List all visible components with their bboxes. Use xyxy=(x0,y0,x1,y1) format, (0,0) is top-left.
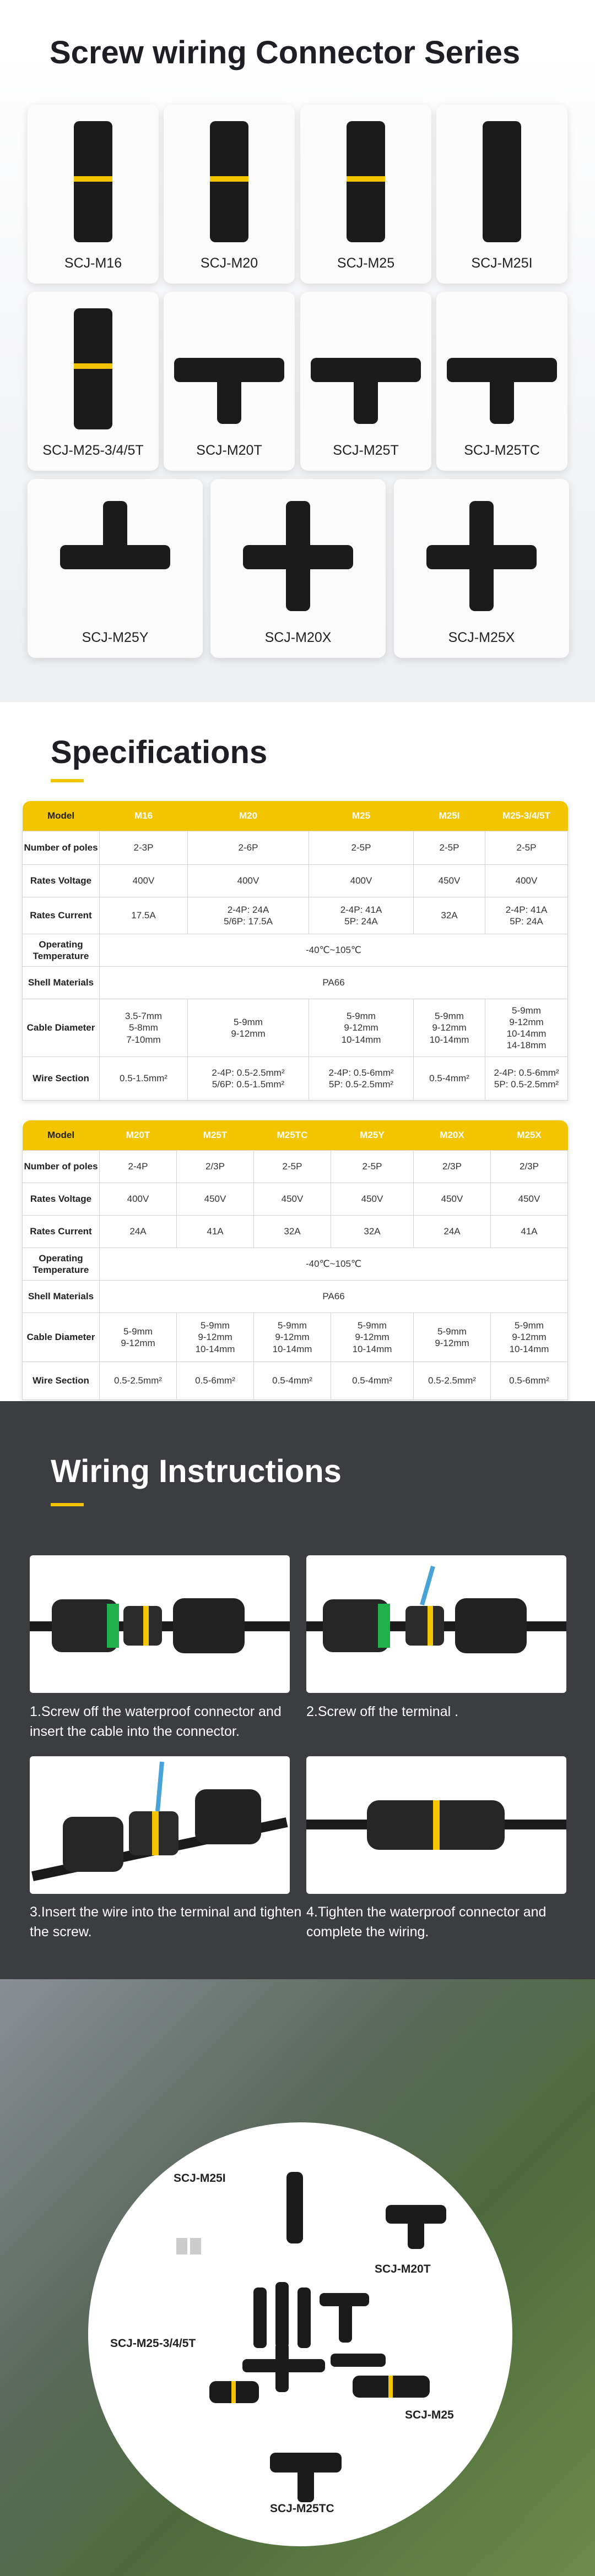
product-label: SCJ-M25-3/4/5T xyxy=(42,443,144,458)
table-cell: 24A xyxy=(100,1216,177,1248)
table-cell: 450V xyxy=(177,1183,254,1216)
table-cell: 41A xyxy=(177,1216,254,1248)
specifications-section xyxy=(0,702,595,1401)
table-cell: 0.5-1.5mm² xyxy=(100,1057,188,1101)
label-m25-345t: SCJ-M25-3/4/5T xyxy=(110,2337,196,2350)
row-header: Cable Diameter xyxy=(23,1313,100,1362)
table-cell: 2-4P: 24A 5/6P: 17.5A xyxy=(188,897,309,934)
table-cell: 0.5-4mm² xyxy=(414,1057,485,1101)
row-header: Wire Section xyxy=(23,1057,100,1101)
table-row xyxy=(23,967,568,999)
wiring-title: Wiring Instructions xyxy=(51,1453,342,1489)
row-header: Rates Current xyxy=(23,897,100,934)
connector-image xyxy=(74,308,112,429)
product-label: SCJ-M25TC xyxy=(464,443,540,458)
step-4-text: 4.Tighten the waterproof connector and complete the wiring. xyxy=(306,1904,547,1940)
product-label: SCJ-M25 xyxy=(337,255,395,271)
table-cell: 5-9mm 9-12mm 10-14mm xyxy=(177,1313,254,1362)
product-card xyxy=(436,292,567,471)
product-label: SCJ-M25I xyxy=(471,255,533,271)
table-cell: 450V xyxy=(414,1183,491,1216)
table-cell: 2-4P: 0.5-2.5mm² 5/6P: 0.5-1.5mm² xyxy=(188,1057,309,1101)
product-label: SCJ-M20X xyxy=(264,630,332,645)
table-cell: 450V xyxy=(254,1183,331,1216)
column-header: M20T xyxy=(100,1120,177,1151)
connector-image xyxy=(60,501,170,611)
application-showcase xyxy=(0,1979,595,2576)
column-header: M25I xyxy=(414,801,485,831)
table-cell: 400V xyxy=(100,865,188,897)
column-header: Model xyxy=(23,801,100,831)
table-cell: 400V xyxy=(309,865,414,897)
label-m25tc: SCJ-M25TC xyxy=(270,2502,334,2515)
table-cell: 0.5-4mm² xyxy=(254,1362,331,1400)
table-cell: 5-9mm 9-12mm xyxy=(100,1313,177,1362)
row-header: Number of poles xyxy=(23,831,100,865)
table-cell: -40℃~105℃ xyxy=(100,1248,568,1281)
table-cell: 5-9mm 9-12mm 10-14mm xyxy=(254,1313,331,1362)
table-cell: 5-9mm 9-12mm 10-14mm xyxy=(309,999,414,1057)
column-header: M25 xyxy=(309,801,414,831)
specifications-title: Specifications xyxy=(51,734,268,770)
wiring-section xyxy=(0,1401,595,1979)
row-header: Rates Voltage xyxy=(23,865,100,897)
product-card xyxy=(394,479,569,658)
table-cell: 2-4P: 0.5-6mm² 5P: 0.5-2.5mm² xyxy=(485,1057,568,1101)
showcase-circle xyxy=(88,2122,512,2546)
table-cell: 2-5P xyxy=(331,1151,414,1183)
table-cell: 2-3P xyxy=(100,831,188,865)
table-cell: PA66 xyxy=(100,967,568,999)
connector-image xyxy=(311,314,421,424)
row-header: Wire Section xyxy=(23,1362,100,1400)
step-2-text: 2.Screw off the terminal . xyxy=(306,1704,459,1719)
product-label: SCJ-M20 xyxy=(200,255,258,271)
connector-image xyxy=(74,121,112,242)
column-header: M25Y xyxy=(331,1120,414,1151)
row-header: Cable Diameter xyxy=(23,999,100,1057)
connector-image xyxy=(426,501,537,611)
table-cell: 2-6P xyxy=(188,831,309,865)
row-header: Operating Temperature xyxy=(23,934,100,967)
table-row xyxy=(23,934,568,967)
label-m20t: SCJ-M20T xyxy=(375,2263,431,2275)
label-m25: SCJ-M25 xyxy=(405,2409,454,2421)
column-header: M25X xyxy=(491,1120,568,1151)
product-card xyxy=(28,479,203,658)
step-3-text: 3.Insert the wire into the terminal and tighten the screw. xyxy=(30,1904,302,1940)
table-cell: 5-9mm 9-12mm 10-14mm 14-18mm xyxy=(485,999,568,1057)
table-cell: 32A xyxy=(254,1216,331,1248)
row-header: Number of poles xyxy=(23,1151,100,1183)
table-cell: 0.5-6mm² xyxy=(177,1362,254,1400)
product-label: SCJ-M20T xyxy=(196,443,262,458)
product-card xyxy=(164,105,295,284)
table-cell: -40℃~105℃ xyxy=(100,934,568,967)
product-card xyxy=(28,292,159,471)
product-card xyxy=(210,479,386,658)
table-cell: 3.5-7mm 5-8mm 7-10mm xyxy=(100,999,188,1057)
table-cell: 32A xyxy=(414,897,485,934)
column-header: M20X xyxy=(414,1120,491,1151)
table-row xyxy=(23,999,568,1057)
label-m25i: SCJ-M25I xyxy=(174,2172,226,2185)
table-row xyxy=(23,1248,568,1281)
step-1-text: 1.Screw off the waterproof connector and insert the cable into the connector. xyxy=(30,1704,282,1740)
table-cell: 2-5P xyxy=(485,831,568,865)
table-cell: 32A xyxy=(331,1216,414,1248)
table-row xyxy=(23,1313,568,1362)
row-header: Operating Temperature xyxy=(23,1248,100,1281)
table-row xyxy=(23,831,568,865)
table-cell: 2-4P xyxy=(100,1151,177,1183)
table-cell: PA66 xyxy=(100,1281,568,1313)
table-cell: 0.5-2.5mm² xyxy=(414,1362,491,1400)
table-row xyxy=(23,1281,568,1313)
table-cell: 2/3P xyxy=(491,1151,568,1183)
title-underline xyxy=(51,1503,84,1506)
step-1-image xyxy=(30,1555,290,1693)
table-cell: 5-9mm 9-12mm 10-14mm xyxy=(491,1313,568,1362)
row-header: Shell Materials xyxy=(23,967,100,999)
column-header: M25TC xyxy=(254,1120,331,1151)
connector-image xyxy=(347,121,385,242)
row-header: Rates Voltage xyxy=(23,1183,100,1216)
product-card xyxy=(300,105,431,284)
column-header: M25-3/4/5T xyxy=(485,801,568,831)
connector-image xyxy=(243,501,353,611)
table-cell: 450V xyxy=(491,1183,568,1216)
column-header: Model xyxy=(23,1120,100,1151)
table-cell: 2-4P: 41A 5P: 24A xyxy=(309,897,414,934)
product-series-section xyxy=(0,0,595,702)
column-header: M20 xyxy=(188,801,309,831)
table-cell: 2-5P xyxy=(309,831,414,865)
table-cell: 2-5P xyxy=(254,1151,331,1183)
step-4-image xyxy=(306,1756,566,1894)
table-cell: 2-5P xyxy=(414,831,485,865)
table-cell: 24A xyxy=(414,1216,491,1248)
connector-image xyxy=(483,121,521,242)
product-label: SCJ-M25T xyxy=(333,443,399,458)
table-cell: 5-9mm 9-12mm 10-14mm xyxy=(331,1313,414,1362)
table-row xyxy=(23,1183,568,1216)
product-card xyxy=(300,292,431,471)
connector-image xyxy=(210,121,248,242)
table-cell: 400V xyxy=(485,865,568,897)
table-row xyxy=(23,1362,568,1400)
connector-image xyxy=(174,314,284,424)
table-cell: 2/3P xyxy=(414,1151,491,1183)
column-header: M16 xyxy=(100,801,188,831)
table-row xyxy=(23,897,568,934)
column-header: M25T xyxy=(177,1120,254,1151)
row-header: Rates Current xyxy=(23,1216,100,1248)
product-label: SCJ-M16 xyxy=(64,255,122,271)
table-cell: 5-9mm 9-12mm xyxy=(188,999,309,1057)
product-card xyxy=(436,105,567,284)
table-cell: 0.5-4mm² xyxy=(331,1362,414,1400)
step-3-image xyxy=(30,1756,290,1894)
spec-table-1 xyxy=(22,801,568,1101)
product-card xyxy=(28,105,159,284)
table-cell: 450V xyxy=(331,1183,414,1216)
table-cell: 400V xyxy=(100,1183,177,1216)
table-cell: 2/3P xyxy=(177,1151,254,1183)
series-title: Screw wiring Connector Series xyxy=(50,35,521,70)
product-label: SCJ-M25Y xyxy=(82,630,149,645)
table-cell: 2-4P: 0.5-6mm² 5P: 0.5-2.5mm² xyxy=(309,1057,414,1101)
table-row xyxy=(23,1151,568,1183)
table-cell: 5-9mm 9-12mm 10-14mm xyxy=(414,999,485,1057)
table-row xyxy=(23,865,568,897)
table-cell: 17.5A xyxy=(100,897,188,934)
table-cell: 5-9mm 9-12mm xyxy=(414,1313,491,1362)
table-cell: 0.5-6mm² xyxy=(491,1362,568,1400)
step-2-image xyxy=(306,1555,566,1693)
table-row xyxy=(23,1216,568,1248)
table-cell: 41A xyxy=(491,1216,568,1248)
table-cell: 0.5-2.5mm² xyxy=(100,1362,177,1400)
product-card xyxy=(164,292,295,471)
row-header: Shell Materials xyxy=(23,1281,100,1313)
table-row xyxy=(23,1057,568,1101)
connector-image xyxy=(447,314,557,424)
product-label: SCJ-M25X xyxy=(448,630,515,645)
title-underline xyxy=(51,779,84,782)
spec-table-2 xyxy=(22,1120,568,1400)
table-cell: 400V xyxy=(188,865,309,897)
table-cell: 2-4P: 41A 5P: 24A xyxy=(485,897,568,934)
table-cell: 450V xyxy=(414,865,485,897)
